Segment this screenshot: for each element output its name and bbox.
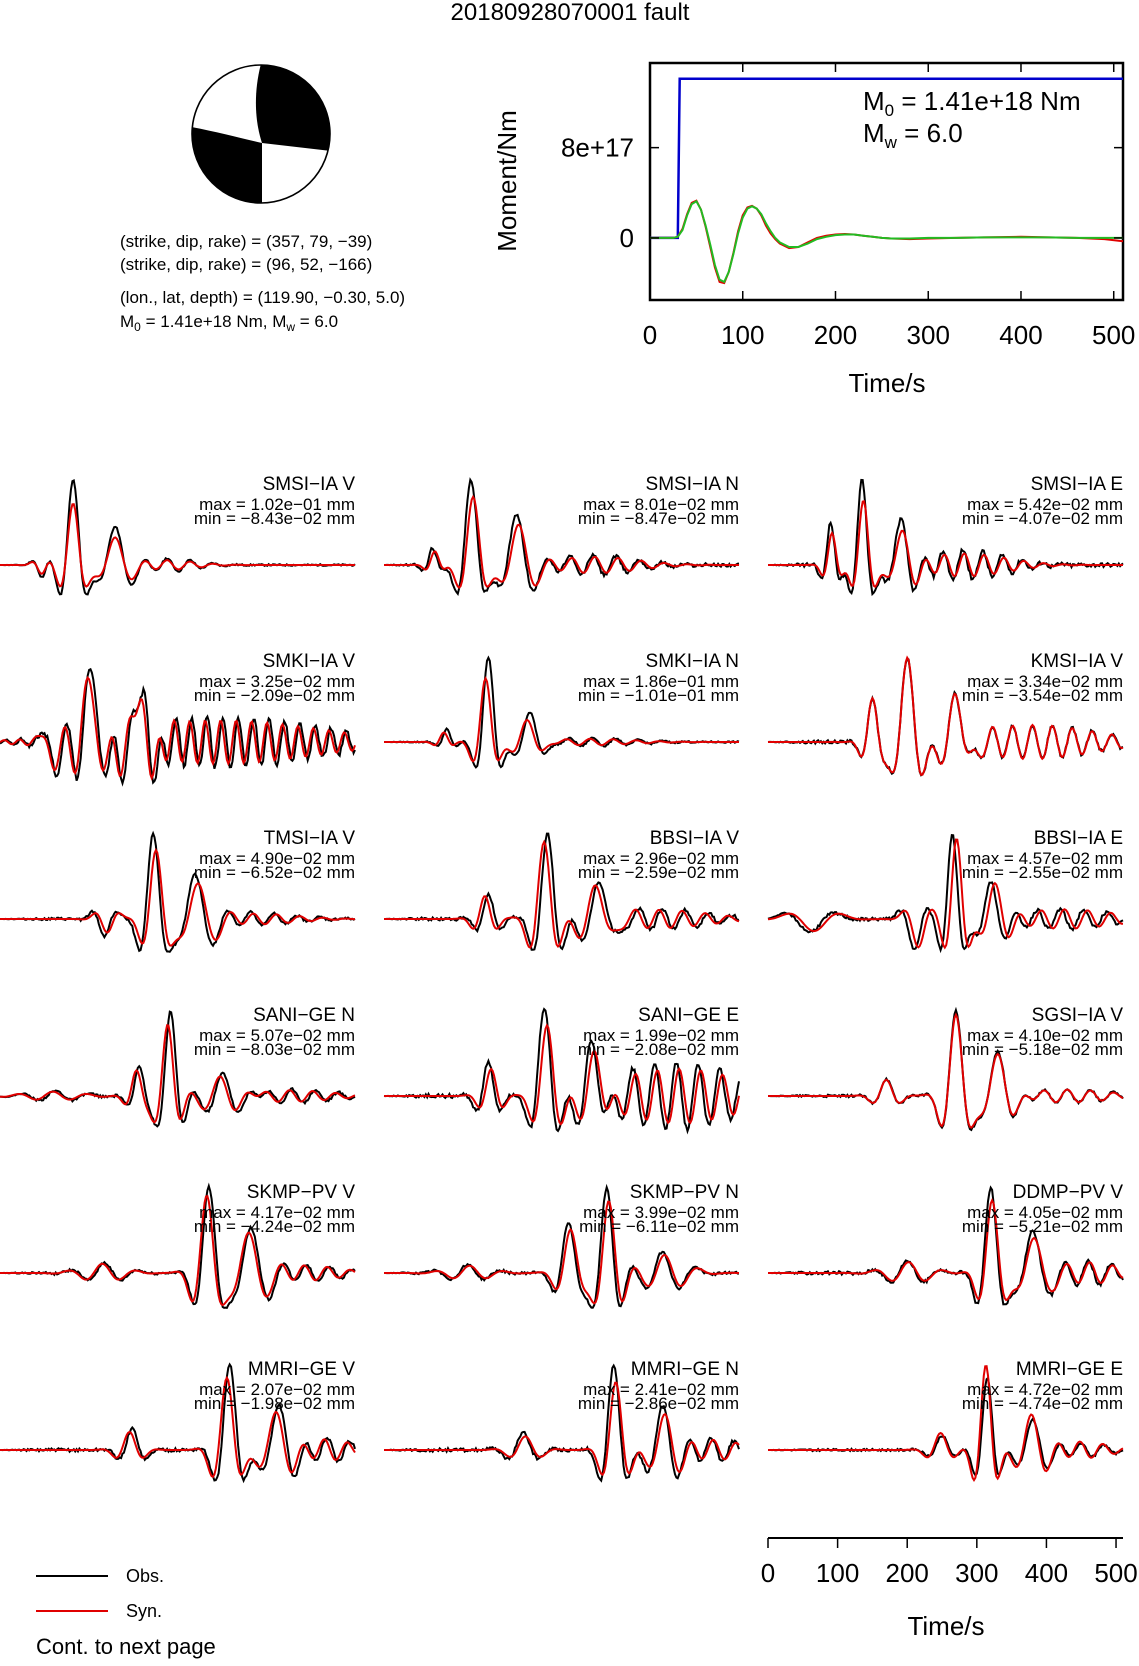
station-max: max = 3.25e−02 mm — [199, 672, 355, 691]
waveform-xtick-label: 0 — [760, 1558, 776, 1588]
moment-ylabel: Moment/Nm — [492, 110, 522, 252]
station-min: min = −8.03e−02 mm — [193, 1040, 355, 1059]
station-max: max = 5.42e−02 mm — [967, 495, 1123, 514]
station-min: min = −4.24e−02 mm — [193, 1217, 355, 1236]
station-max: max = 2.07e−02 mm — [199, 1380, 355, 1399]
waveform-panel — [384, 1182, 739, 1308]
station-min: min = −2.55e−02 mm — [961, 863, 1123, 882]
station-max: max = 4.90e−02 mm — [199, 849, 355, 868]
moment-ytick-label: 0 — [619, 222, 634, 253]
station-label: SMSI−IA V — [262, 474, 355, 495]
mechanism-line-2: (strike, dip, rake) = (96, 52, −166) — [120, 255, 373, 274]
station-min: min = −8.47e−02 mm — [577, 509, 739, 528]
station-max: max = 2.96e−02 mm — [583, 849, 739, 868]
waveform-xlabel: Time/s — [907, 1611, 985, 1641]
station-label: BBSI−IA V — [649, 828, 739, 849]
station-label: BBSI−IA E — [1033, 828, 1123, 849]
moment-ytick-label: 8e+17 — [560, 132, 634, 163]
moment-xtick-label: 400 — [999, 320, 1043, 350]
waveform-panel — [768, 1359, 1123, 1480]
station-max: max = 4.05e−02 mm — [967, 1203, 1123, 1222]
waveform-grid — [0, 474, 1123, 1481]
waveform-panel — [384, 1359, 739, 1481]
waveform-panel — [384, 651, 739, 767]
waveform-panel — [768, 651, 1123, 775]
waveform-xtick-label: 100 — [815, 1558, 860, 1588]
station-label: SGSI−IA V — [1031, 1005, 1123, 1026]
legend — [36, 1566, 164, 1621]
station-label: SANI−GE N — [253, 1005, 355, 1026]
waveform-panel — [0, 828, 355, 952]
station-min: min = −6.52e−02 mm — [193, 863, 355, 882]
station-min: min = −5.18e−02 mm — [961, 1040, 1123, 1059]
waveform-panel — [768, 828, 1123, 950]
station-max: max = 4.72e−02 mm — [967, 1380, 1123, 1399]
station-max: max = 8.01e−02 mm — [583, 495, 739, 514]
waveform-panel — [384, 828, 739, 950]
station-label: DDMP−PV V — [1012, 1182, 1123, 1203]
station-label: MMRI−GE E — [1015, 1359, 1123, 1380]
moment-annotation-m0: $M_0 = 1.41e+18$ Nm — [863, 86, 1081, 120]
station-max: max = 1.02e−01 mm — [199, 495, 355, 514]
station-max: max = 4.17e−02 mm — [199, 1203, 355, 1222]
station-max: max = 2.41e−02 mm — [583, 1380, 739, 1399]
station-label: SMKI−IA V — [262, 651, 355, 672]
waveform-panel — [0, 1182, 355, 1308]
moment-function-plot — [492, 63, 1135, 398]
station-min: min = −5.21e−02 mm — [961, 1217, 1123, 1236]
station-min: min = −4.07e−02 mm — [961, 509, 1123, 528]
station-min: min = −2.08e−02 mm — [577, 1040, 739, 1059]
waveform-panel — [768, 474, 1123, 594]
figure-title: 20180928070001 fault — [450, 0, 690, 26]
station-label: MMRI−GE V — [247, 1359, 355, 1380]
station-min: min = −1.01e−01 mm — [577, 686, 739, 705]
legend-obs-label: Obs. — [126, 1566, 165, 1586]
station-min: min = −1.98e−02 mm — [193, 1394, 355, 1413]
waveform-xtick-label: 300 — [955, 1558, 999, 1588]
mechanism-moment-line: $M_0 = 1.41e+18$ Nm, $M_w = 6.0$ — [120, 312, 339, 334]
moment-xtick-label: 200 — [813, 320, 858, 350]
station-min: min = −4.74e−02 mm — [961, 1394, 1123, 1413]
station-min: min = −8.43e−02 mm — [193, 509, 355, 528]
mechanism-line-1: (strike, dip, rake) = (357, 79, −39) — [120, 232, 373, 251]
station-min: min = −2.59e−02 mm — [577, 863, 739, 882]
waveform-panel — [768, 1182, 1123, 1304]
station-label: SMSI−IA E — [1030, 474, 1123, 495]
station-label: SANI−GE E — [638, 1005, 739, 1026]
station-min: min = −3.54e−02 mm — [961, 686, 1123, 705]
moment-xlabel: Time/s — [848, 368, 926, 398]
legend-syn-label: Syn. — [126, 1601, 163, 1621]
waveform-panel — [384, 1005, 739, 1131]
footer-note: Cont. to next page — [36, 1634, 216, 1659]
station-min: min = −2.86e−02 mm — [577, 1394, 739, 1413]
moment-series-rate_syn — [650, 201, 1123, 283]
station-label: SKMP−PV V — [246, 1182, 355, 1203]
station-label: SMKI−IA N — [645, 651, 739, 672]
station-label: SKMP−PV N — [629, 1182, 739, 1203]
station-label: MMRI−GE N — [630, 1359, 739, 1380]
station-min: min = −6.11e−02 mm — [579, 1217, 739, 1236]
moment-xtick-label: 500 — [1092, 320, 1136, 350]
waveform-time-axis — [761, 1538, 1138, 1588]
moment-xtick-label: 300 — [906, 320, 950, 350]
station-max: max = 1.86e−01 mm — [583, 672, 739, 691]
moment-annotation-mw: $M_w = 6.0$ — [863, 118, 963, 152]
station-max: max = 4.10e−02 mm — [967, 1026, 1123, 1045]
station-min: min = −2.09e−02 mm — [193, 686, 355, 705]
waveform-panel — [768, 1005, 1123, 1130]
station-label: TMSI−IA V — [263, 828, 355, 849]
waveform-panel — [0, 1005, 355, 1126]
station-max: max = 3.34e−02 mm — [967, 672, 1123, 691]
station-label: KMSI−IA V — [1030, 651, 1123, 672]
moment-xtick-label: 0 — [642, 320, 658, 350]
waveform-panel — [384, 474, 739, 594]
station-max: max = 1.99e−02 mm — [583, 1026, 739, 1045]
station-max: max = 5.07e−02 mm — [199, 1026, 355, 1045]
moment-series-rate_green — [650, 201, 1123, 282]
waveform-xtick-label: 500 — [1094, 1558, 1138, 1588]
waveform-xtick-label: 400 — [1024, 1558, 1069, 1588]
waveform-xtick-label: 200 — [885, 1558, 929, 1588]
waveform-panel — [0, 651, 355, 783]
waveform-panel — [0, 1359, 355, 1481]
moment-xtick-label: 100 — [721, 320, 765, 350]
waveform-panel — [0, 474, 355, 594]
station-max: max = 4.57e−02 mm — [967, 849, 1123, 868]
station-label: SMSI−IA N — [645, 474, 739, 495]
beachball-icon — [180, 60, 340, 210]
station-max: max = 3.99e−02 mm — [583, 1203, 739, 1222]
mechanism-line-3: (lon., lat, depth) = (119.90, −0.30, 5.0) — [120, 288, 406, 307]
